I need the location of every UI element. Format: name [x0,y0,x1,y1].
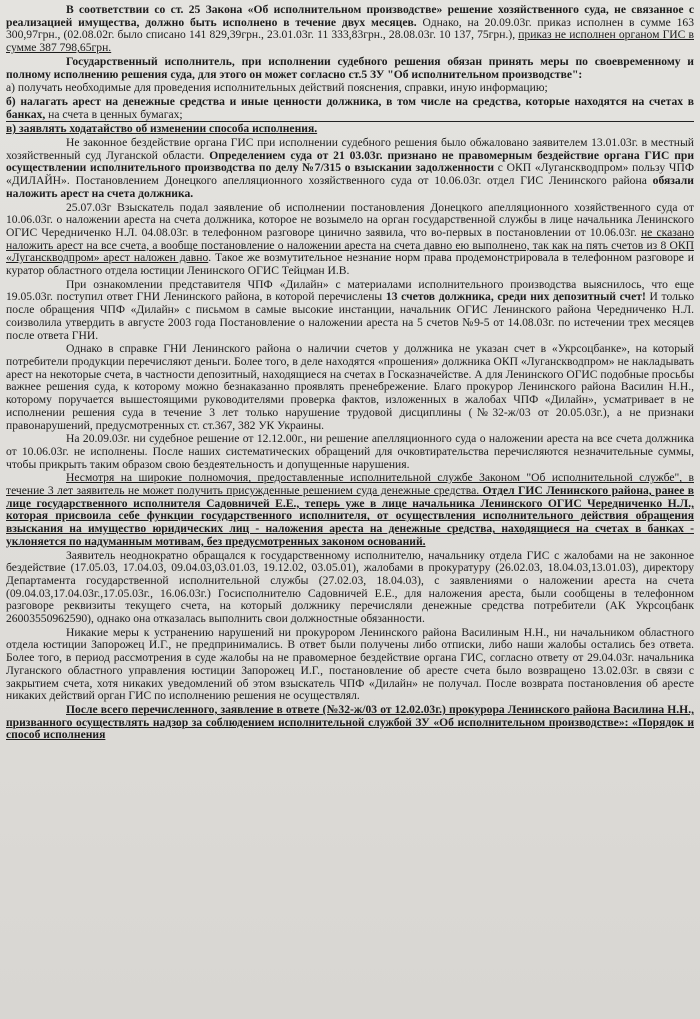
claimant-request-underlined: не сказано наложить арест на все счета, а вообще постановление о наложении ареста на счета давно ею выполнено, так как на пять счетов из 8 ОКП «Луганскводпром» арест наложен давно [6,225,694,265]
paragraph-claimant-request [6,202,694,278]
case-materials-bold: 13 счетов должника, среди них депозитный счет! [385,290,646,304]
paragraph-complaints: Заявитель неоднократно обращался к государственному исполнителю, начальнику отдела ГИС с жалобами на не законное бездействие (17.05.03, 17.04.03, 09.04.03,03.01.03, 19.12.02, 03.05.01), жалобами в прокуратуру (26.02.03, 18.04.03,13.01.03), директору Департамента государственной исполнительной службы (27.02.03, 18.04.03), с заявлениями о наложении ареста на счета (09.04.03,17.04.03г.,17.05.03г., 16.06.03г.) Госисполнителю Садовничей Е.Е., для наложения ареста, были сообщены в телефонном разговоре реквизиты текущего счета, на который должнику перечисляли денежные средства потребители (АК Укрсоцбанк 26003550962590), однако она отказалась выполнить свои должностные обязанности. [6,548,694,626]
enforced-amounts-text: Однако, на 20.09.03г. приказ исполнен в сумме 163 300,97грн., (02.08.02г. было списано 141 829,39грн., 23.01.03г. 11 333,83грн., 28.08.03г. 10 137, 75грн.), [6,15,694,42]
paragraph-court-ruling [6,137,694,201]
paragraph-no-measures: Никакие меры к устранению нарушений ни прокурором Ленинского района Василиным Н.Н., ни начальником областного отдела юстиции Запорожец И.Г., не предпринимались. В ответ были получены либо отписки, либо наши жалобы остались без ответа. Более того, в период рассмотрения в суде жалобы на не правомерное бездействие органа ГИС, согласно ответу от 29.04.03г. начальника Луганского областного управления юстиции Запорожец И.Г., постановление об аресте счета было возвращено 13.02.03г. в связи с закрытием счета, хотя никаких уведомлений об этом взыскатель ЧПФ «Дилайн» не получал. После возврата постановления об аресте никаких действий орган ГИС по исполнению решения не осуществлял. [6,625,694,703]
list-item-b [6,96,694,122]
law-reference-text: В соответствии со ст. 25 Закона «Об исполнительном производстве» решение хозяйственного суда, не связанное с реализацией имущества, должно быть исполнено в течение двух месяцев. [6,3,694,29]
court-ruling-bold: Определением суда от 21 03.03г. признано не правомерным бездействие органа ГИС при осуществлении исполнительного производства по делу №7/315 о взыскании задолженности [6,148,694,175]
powers-underlined: Несмотря на широкие полномочия, предоставленные исполнительной службе Законом "Об исполнительной службе", в течение 3 лет заявитель не может получить присужденные решением суда денежные средства. [6,471,694,498]
case-materials-text-2: И только после обращения ЧПФ «Дилайн» с письмом в самые высокие инстанции, начальник ОГИС Ленинского района Чередниченко Н.Л. соизволила утвердить в августе 2003 года Постановление о наложении ареста на 5 счетов №9-5 от 14.08.03г. по истечении трех месяцев после ответа ГНИ. [6,290,695,342]
court-ruling-text-2: с ОКП «Луганскводпром» пользу ЧПФ «ДИЛАЙН». Постановлением Донецкого апелляционного хозяйственного суда от 10.06.03г. отдел ГИС Ленинского района [6,161,694,188]
paragraph-case-materials [6,279,694,343]
powers-bold-underlined: Отдел ГИС Ленинского района, ранее в лице государственного исполнителя Садовничей Е.Е., теперь уже в лице начальника Ленинского ОГИС Чередниченко Н.Л., которая присвоила себе функции государственного исполнителя, от осуществления исполнительного действия обращения взыскания на имущество юридических лиц - наложения ареста на денежные средства, находящиеся на счетах в банках - уклоняется по надуманным мотивам, без предусмотренных законом оснований. [6,484,695,548]
list-item-b-rest: на счета в ценных бумагах; [45,107,183,121]
claimant-request-text-1: 25.07.03г Взыскатель подал заявление об исполнении постановления Донецкого апелляционного хозяйственного суда от 10.06.03г. о наложении ареста на счета должника, которое не возымело на орган государственной службы в лице начальника Ленинского ОГИС Чередниченко Н.Л. 04.08.03г. в телефонном разговоре цинично заявила, что во-первых в постановлении от 10.06.03г. [6,200,694,239]
list-item-b-bold: б) налагать арест на денежные средства и иные ценности должника, в том числе на средства, которые находятся на счетах в банках, [6,94,694,121]
unenforced-amount-text: приказ не исполнен органом ГИС в сумме 387 798,65грн. [6,28,694,55]
court-ruling-text-1: Не законное бездействие органа ГИС при исполнении судебного решения было обжаловано заявителем 13.01.03г. в местный хозяйственный суд Луганской области. [6,136,694,162]
list-item-a: а) получать необходимые для проведения исполнительных действий пояснения, справки, иную информацию; [6,81,548,95]
paragraph-enforcement-deadline [6,4,694,55]
paragraph-not-enforced: На 20.09.03г. ни судебное решение от 12.12.00г., ни решение апелляционного суда о наложении ареста на все счета должника от 10.06.03г. не исполнены. После наших систематических обращений для очковтирательства перечисляются незначительные суммы, чтобы прикрыть таким образом свою бездеятельность и допущенные нарушения. [6,432,694,471]
paragraph-executor-duties: Государственный исполнитель, при исполнении судебного решения обязан принять меры по своевременному и полному исполнению решения суда, для этого он может согласно ст.5 ЗУ "Об исполнительном производстве": [6,54,694,81]
paragraph-powers [6,472,694,548]
court-ruling-arrest-order: обязали наложить арест на счета должника. [6,174,694,200]
document-page [6,4,694,743]
paragraph-tax-certificate: Однако в справке ГНИ Ленинского района о наличии счетов у должника не указан счет в «Укрсоцбанке», на который потребители продукции перечисляют деньги. Более того, в деле находятся «прошения» должника ОКП «Луганскводпром» не накладывать арест на некоторые счета, в частности депозитный, находящиеся на счетах в Госказначействе. А для Ленинского ОГИС подобные просьбы важнее решения суда, к которому можно безнаказанно проявлять пренебрежение. Благо прокурор Ленинского района Василин Н.Н., которому поручается вышестоящими руководителями проверка фактов, изложенных в жалобах ЧПФ «Дилайн», усматривает в не исполнении решения суда в течение 3 лет только нарушение трудовой дисциплины (№32-ж/03 от 20.05.03г.), а не признаки правонарушений, предусмотренных ст. ст.367, 382 УК Украины. [6,342,694,432]
list-item-v: в) заявлять ходатайство об изменении способа исполнения. [6,122,318,136]
paragraph-prosecutor-answer: После всего перечисленного, заявление в ответе (№32-ж/03 от 12.02.03г.) прокурора Ленинского района Василина Н.Н., призванного осуществлять надзор за соблюдением исполнительной службой ЗУ «Об исполнительном производстве»: «Порядок и способ исполнения [6,702,694,742]
claimant-request-text-2: . Такое же возмутительное незнание норм права продемонстрировала в телефонном разговоре и куратор областного отдела юстиции Ленинского ОГИС Тейцман И.В. [6,251,694,278]
case-materials-text-1: При ознакомлении представителя ЧПФ «Дилайн» с материалами исполнительного производства выяснилось, что еще 19.05.03г. поступил ответ ГНИ Ленинского района, в которой перечислены [6,277,694,304]
